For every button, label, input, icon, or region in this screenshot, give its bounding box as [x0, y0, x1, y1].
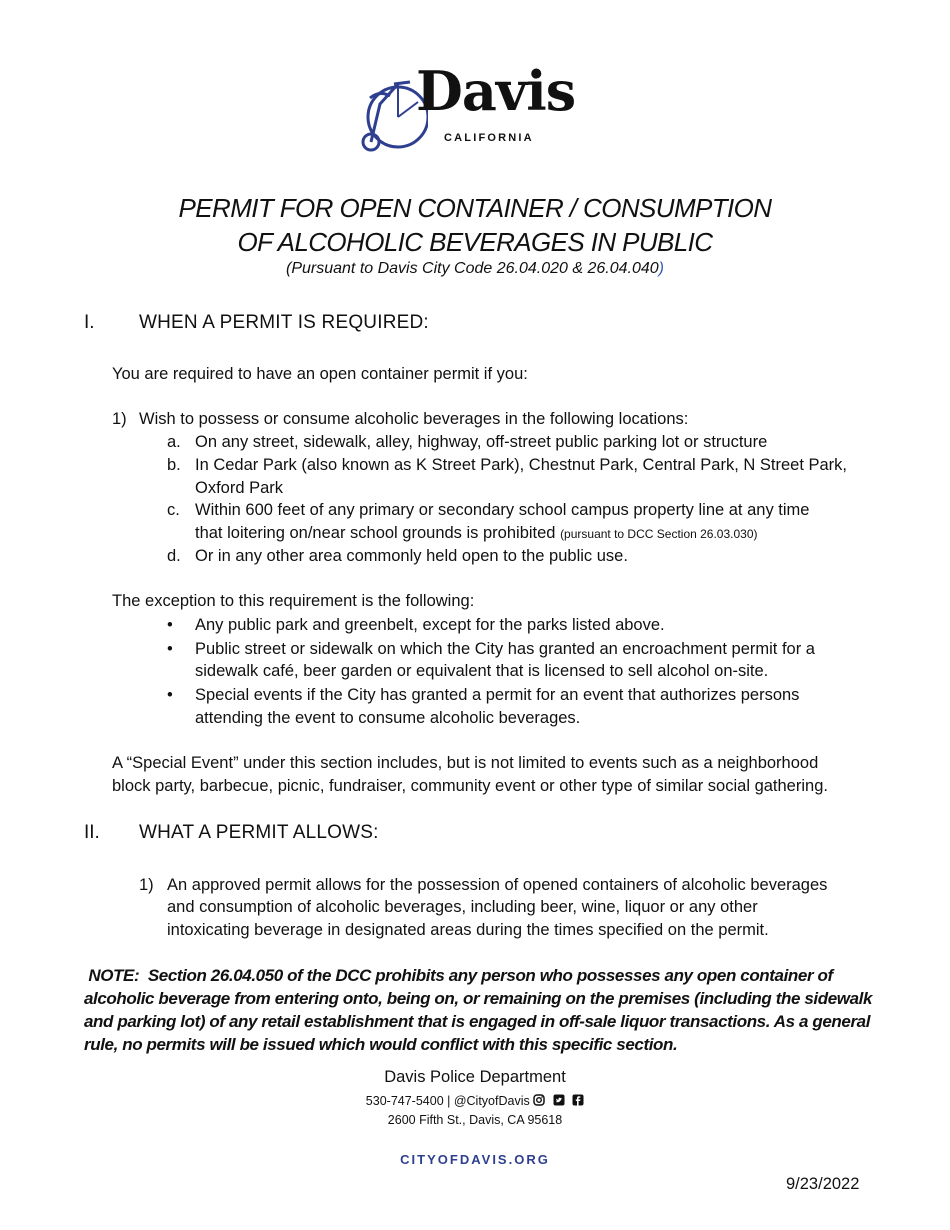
bullet-icon: • — [167, 640, 173, 658]
subitem-c-letter: c. — [167, 501, 180, 519]
note-line-4: rule, no permits will be issued which would conflict with this specific section. — [84, 1035, 678, 1054]
subitem-b-line-2: Oxford Park — [195, 479, 284, 497]
subitem-c-line-2-text: that loitering on/near school grounds is prohibited — [195, 524, 561, 542]
bullet-1-text: Any public park and greenbelt, except for the parks listed above. — [195, 616, 665, 634]
subitem-d-text: Or in any other area commonly held open to the public use. — [195, 547, 628, 565]
footer-url-link[interactable]: CITYOFDAVIS.ORG — [400, 1152, 550, 1167]
bullet-3-line-2: attending the event to consume alcoholic beverages. — [195, 709, 581, 727]
subitem-c-line-2 — [195, 522, 758, 546]
title-line-1: PERMIT FOR OPEN CONTAINER / CONSUMPTION — [178, 193, 772, 223]
subitem-a-text: On any street, sidewalk, alley, highway, off-street public parking lot or structure — [195, 433, 768, 451]
footer-contact — [0, 1094, 950, 1108]
subitem-c-citation: (pursuant to DCC Section 26.03.030) — [560, 527, 758, 541]
instagram-icon[interactable] — [533, 1094, 545, 1106]
bullet-2-line-1: Public street or sidewalk on which the City has granted an encroachment permit for a — [195, 640, 815, 658]
bullet-icon: • — [167, 616, 173, 634]
exception-intro: The exception to this requirement is the following: — [112, 592, 475, 610]
title-line-2: OF ALCOHOLIC BEVERAGES IN PUBLIC — [237, 227, 713, 257]
note-line-3: and parking lot) of any retail establishment that is engaged in off-sale liquor transactions. As a general — [84, 1012, 871, 1031]
section-1-intro: You are required to have an open container permit if you: — [112, 365, 528, 383]
section-2-number: II. — [84, 822, 100, 843]
subtitle-paren: ) — [658, 260, 664, 277]
section-2-heading: WHAT A PERMIT ALLOWS: — [139, 822, 379, 843]
section-1-heading: WHEN A PERMIT IS REQUIRED: — [139, 312, 429, 333]
logo-subtitle: CALIFORNIA — [444, 132, 534, 144]
bullet-2-line-2: sidewalk café, beer garden or equivalent that is licensed to sell alcohol on-site. — [195, 662, 769, 680]
bullet-icon: • — [167, 686, 173, 704]
logo-wordmark: Davis — [416, 59, 576, 123]
subitem-c-line-1: Within 600 feet of any primary or secondary school campus property line at any time — [195, 501, 810, 519]
footer-address: 2600 Fifth St., Davis, CA 95618 — [387, 1113, 563, 1127]
davis-logo — [358, 59, 576, 154]
twitter-icon[interactable] — [553, 1094, 565, 1106]
special-event-line-1: A “Special Event” under this section includes, but is not limited to events such as a neighborhood — [112, 754, 819, 772]
subtitle — [0, 260, 950, 278]
note-line-1: NOTE: Section 26.04.050 of the DCC prohibits any person who possesses any open container of — [84, 966, 833, 985]
note-line-2: alcoholic beverage from entering onto, being on, or remaining on the premises (including the sidewalk — [84, 989, 873, 1008]
subitem-a-letter: a. — [167, 433, 181, 451]
footer-url-wrap — [0, 1151, 950, 1169]
footer-contact-text: 530-747-5400 | @CityofDavis — [365, 1094, 530, 1108]
footer-department: Davis Police Department — [384, 1068, 566, 1086]
subitem-d-letter: d. — [167, 547, 181, 565]
subitem-b-letter: b. — [167, 456, 181, 474]
section-1-number: I. — [84, 312, 95, 333]
subitem-b-line-1: In Cedar Park (also known as K Street Park), Chestnut Park, Central Park, N Street Park, — [195, 456, 848, 474]
section-2-line-1: An approved permit allows for the possession of opened containers of alcoholic beverages — [167, 876, 828, 894]
special-event-line-2: block party, barbecue, picnic, fundraiser, community event or other type of similar social gathering. — [112, 777, 828, 795]
facebook-icon[interactable] — [572, 1094, 584, 1106]
section-2-item-number: 1) — [139, 876, 154, 894]
section-2-line-2: and consumption of alcoholic beverages, including beer, wine, liquor or any other — [167, 898, 758, 916]
item-1-text: Wish to possess or consume alcoholic beverages in the following locations: — [139, 410, 689, 428]
bullet-3-line-1: Special events if the City has granted a permit for an event that authorizes persons — [195, 686, 800, 704]
note-block — [84, 964, 874, 1056]
document-date: 9/23/2022 — [786, 1175, 860, 1193]
subtitle-text: (Pursuant to Davis City Code 26.04.020 & 26.04.040 — [286, 260, 659, 277]
item-1-number: 1) — [112, 410, 127, 428]
section-2-line-3: intoxicating beverage in designated areas during the times specified on the permit. — [167, 921, 769, 939]
